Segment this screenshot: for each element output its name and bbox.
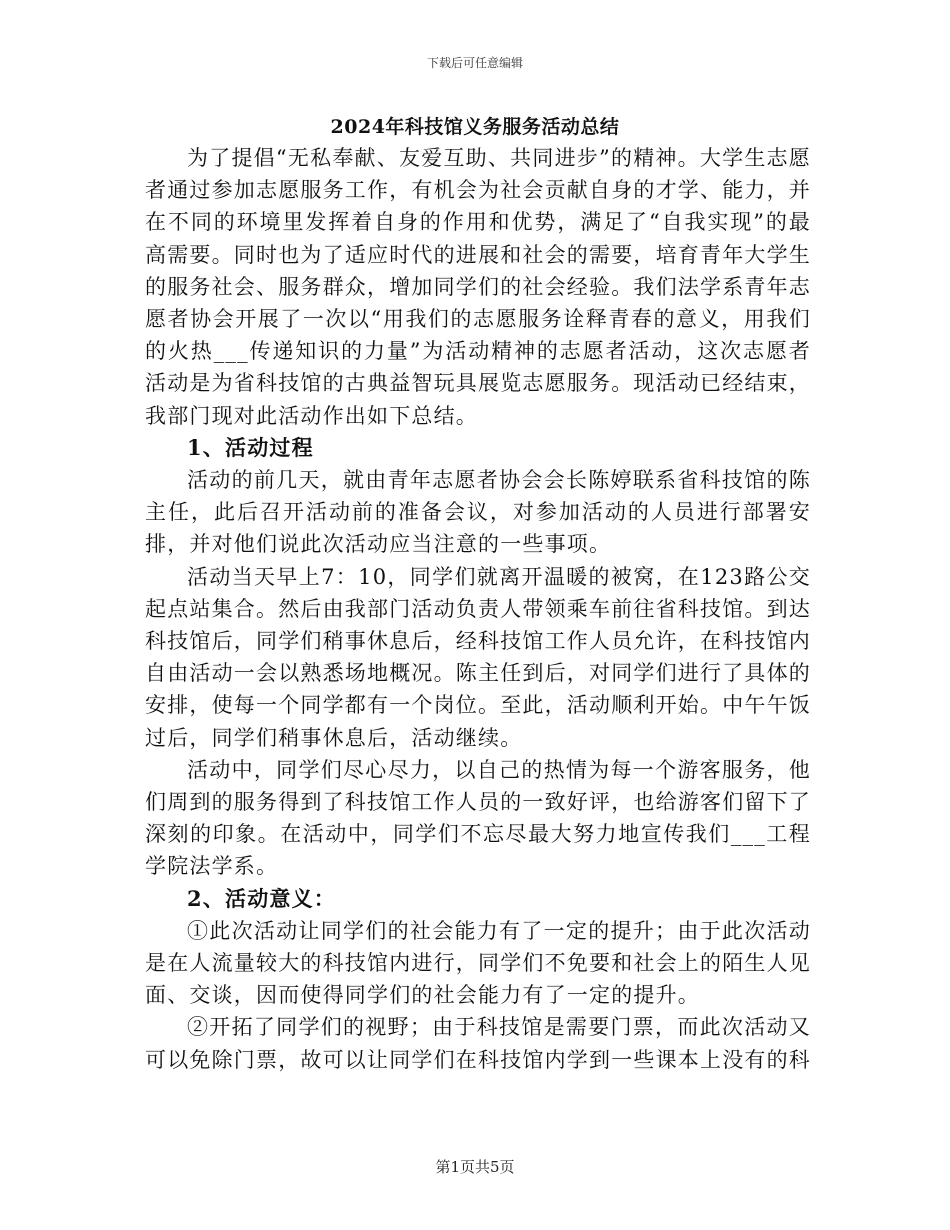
section-heading-significance: 2、活动意义：	[187, 885, 337, 911]
intro-paragraph: 为了提倡“无私奉献、友爱互助、共同进步”的精神。大学生志愿者通过参加志愿服务工作，有机会为社会贡献自身的才学、能力，并在不同的环境里发挥着自身的作用和优势，满足了“自我实现”的最高需要。同时也为了适应时代的进展和社会的需要，培育青年大学生的服务社会、服务群众，增加同学们的社会经验。我们法学系青年志愿者协会开展了一次以“用我们的志愿服务诠释青春的意义，用我们的火热___传递知识的力量”为活动精神的志愿者活动，这次志愿者活动是为省科技馆的古典益智玩具展览志愿服务。现活动已经结束，我部门现对此活动作出如下总结。	[145, 146, 811, 428]
document-title: 2024年科技馆义务服务活动总结	[330, 116, 620, 138]
process-paragraph: 活动中，同学们尽心尽力，以自己的热情为每一个游客服务，他们周到的服务得到了科技馆工作人员的一致好评，也给游客们留下了深刻的印象。在活动中，同学们不忘尽最大努力地宣传我们___工程学院法学系。	[145, 757, 811, 879]
header-note: 下载后可任意编辑	[426, 56, 523, 70]
section-heading-process: 1、活动过程	[187, 434, 314, 460]
page-indicator: 第1页共5页	[435, 1158, 515, 1176]
significance-paragraph: ①此次活动让同学们的社会能力有了一定的提升；由于此次活动是在人流量较大的科技馆内进行，同学们不免要和社会上的陌生人见面、交谈，因而使得同学们的社会能力有了一定的提升。	[145, 918, 811, 1008]
document-body	[145, 142, 811, 1076]
significance-paragraph: ②开拓了同学们的视野；由于科技馆是需要门票，而此次活动又可以免除门票，故可以让同学们在科技馆内学到一些课本上没有的科	[145, 1015, 811, 1072]
process-paragraph: 活动的前几天，就由青年志愿者协会会长陈婷联系省科技馆的陈主任，此后召开活动前的准备会议，对参加活动的人员进行部署安排，并对他们说此次活动应当注意的一些事项。	[145, 468, 811, 557]
process-paragraph: 活动当天早上7：10，同学们就离开温暖的被窝，在123路公交起点站集合。然后由我部门活动负责人带领乘车前往省科技馆。到达科技馆后，同学们稍事休息后，经科技馆工作人员允许，在科技馆内自由活动一会以熟悉场地概况。陈主任到后，对同学们进行了具体的安排，使每一个同学都有一个岗位。至此，活动顺利开始。中午午饭过后，同学们稍事休息后，活动继续。	[145, 564, 811, 750]
